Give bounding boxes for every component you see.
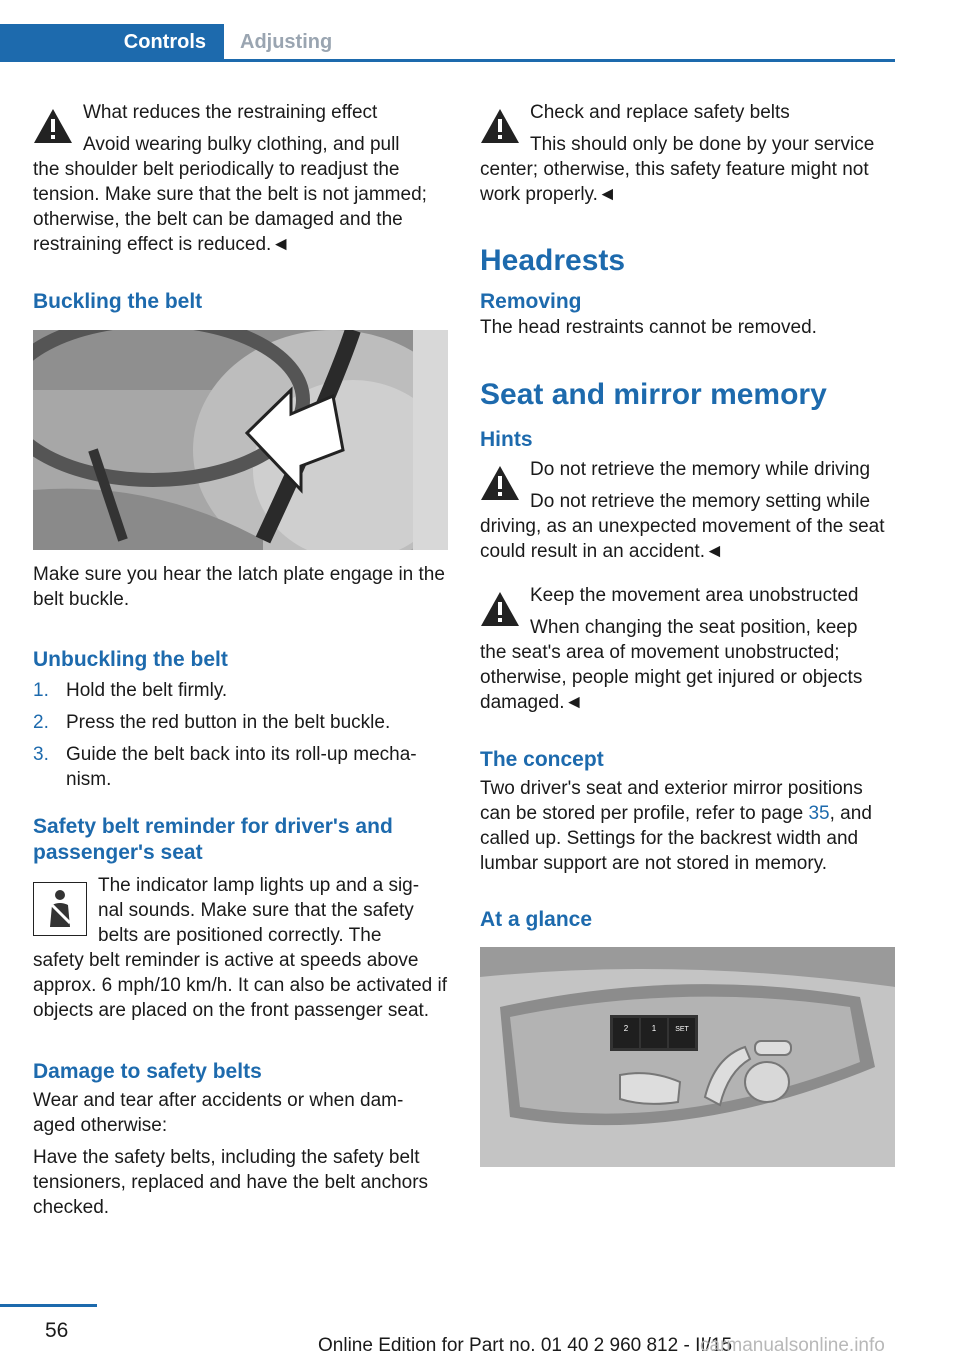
chapter-header xyxy=(0,24,895,62)
unbuckling-steps xyxy=(33,678,448,792)
heading-unbuckling: Unbuckling the belt xyxy=(33,648,228,671)
tab-controls[interactable]: Controls xyxy=(0,24,224,60)
warning-body: the seat's area of movement unobstructed; otherwise, people might get injured or objects damaged.◄ xyxy=(480,642,863,713)
heading-glance: At a glance xyxy=(480,908,593,931)
right-column xyxy=(480,100,895,1167)
heading-concept: The concept xyxy=(480,748,604,771)
warning-body-first: Do not retrieve the memory setting while xyxy=(530,491,871,512)
seat-controls-photo xyxy=(480,947,895,1167)
warning-triangle-icon xyxy=(33,108,73,144)
warning-triangle-icon xyxy=(480,465,520,501)
heading-reminder: Safety belt reminder for driver's and passenger's seat xyxy=(33,815,393,864)
warning-body-first: Avoid wearing bulky clothing, and pull xyxy=(83,134,400,155)
warning-triangle-icon xyxy=(480,108,520,144)
concept-text: Two driver's seat and exterior mirror positions can be stored per profile, refer to page 35, and called up. Settings for the backrest width and lumbar support are not stored in memory. xyxy=(480,778,872,874)
warning-body-first: This should only be done by your service xyxy=(530,134,875,155)
left-column xyxy=(33,100,448,1220)
svg-text:1: 1 xyxy=(651,1024,657,1033)
damage-text: Wear and tear after accidents or when dam‐ aged otherwise: xyxy=(33,1090,404,1136)
warning-check-belts xyxy=(480,100,895,207)
warning-title: Check and replace safety belts xyxy=(530,102,790,123)
warning-body: driving, as an unexpected movement of the seat could result in an accident.◄ xyxy=(480,516,885,562)
damage-text: Have the safety belts, including the safety belt tensioners, replaced and have the belt anchors checked. xyxy=(33,1147,429,1218)
heading-buckling: Buckling the belt xyxy=(33,290,203,313)
reminder-note xyxy=(33,873,448,1023)
heading-memory: Seat and mirror memory xyxy=(480,378,827,411)
warning-body: center; otherwise, this safety feature might not work properly.◄ xyxy=(480,159,869,205)
reminder-text: safety belt reminder is active at speeds above approx. 6 mph/10 km/h. It can also be activated if objects are placed on the front passenger seat. xyxy=(33,950,448,1021)
seatbelt-reminder-icon xyxy=(33,882,87,936)
list-item: 1. Hold the belt firmly. xyxy=(33,680,228,701)
warning-triangle-icon xyxy=(480,591,520,627)
footer-rule xyxy=(0,1304,97,1307)
warning-driving xyxy=(480,457,895,564)
heading-damage: Damage to safety belts xyxy=(33,1060,262,1083)
svg-text:SET: SET xyxy=(675,1026,689,1033)
page-number: 56 xyxy=(45,1319,69,1342)
svg-text:2: 2 xyxy=(623,1024,629,1033)
warning-title: Keep the movement area unobstructed xyxy=(530,585,859,606)
reminder-text-top: The indicator lamp lights up and a sig‐ nal sounds. Make sure that the safety belts are positioned correctly. The xyxy=(98,875,420,946)
heading-headrests: Headrests xyxy=(480,244,626,277)
page-link[interactable]: 35 xyxy=(808,803,830,824)
edition-text: Online Edition for Part no. 01 40 2 960 812 - II/15 xyxy=(318,1335,733,1356)
warning-title: What reduces the restraining effect xyxy=(83,102,378,123)
headrests-text: The head restraints cannot be removed. xyxy=(480,317,817,338)
tab-adjusting[interactable]: Adjusting xyxy=(240,30,333,53)
warning-title: Do not retrieve the memory while driving xyxy=(530,459,871,480)
buckling-text: Make sure you hear the latch plate engage in the belt buckle. xyxy=(33,564,445,610)
warning-body: the shoulder belt periodically to readjust the tension. Make sure that the belt is not jammed; otherwise, the belt can be damaged and the restraining effect is reduced.◄ xyxy=(33,159,427,255)
warning-body-first: When changing the seat position, keep xyxy=(530,617,858,638)
watermark: carmanualsonline.info xyxy=(700,1335,885,1356)
heading-hints: Hints xyxy=(480,428,533,451)
header-rule xyxy=(0,59,895,62)
warning-area xyxy=(480,583,895,715)
buckling-photo xyxy=(33,330,448,550)
heading-removing: Removing xyxy=(480,290,582,313)
warning-restraining xyxy=(33,100,448,257)
list-item: 2. Press the red button in the belt buckle. xyxy=(33,712,391,733)
list-item: 3. Guide the belt back into its roll-up mecha‐ nism. xyxy=(33,744,417,790)
